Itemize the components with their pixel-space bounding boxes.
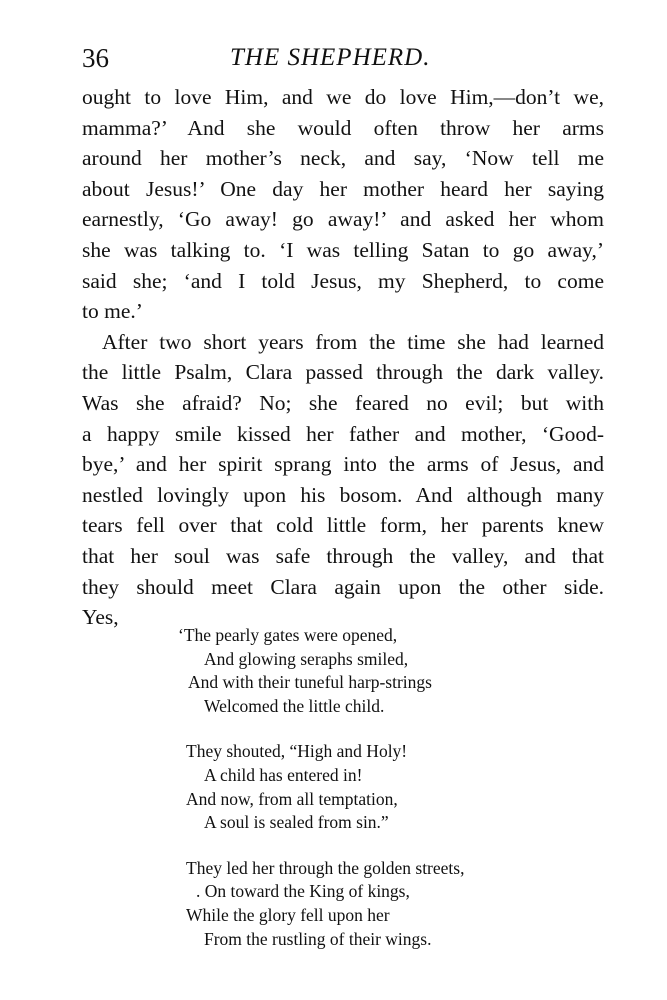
verse-line: ‘The pearly gates were opened, — [178, 625, 398, 645]
verse-line: And with their tuneful harp-strings — [188, 672, 432, 693]
poem — [178, 624, 518, 973]
text-line: to me.’ — [82, 299, 143, 324]
text-line: they should meet Clara again upon the other side. — [82, 574, 604, 599]
page-number: 36 — [82, 43, 109, 73]
text-line: Yes, — [82, 605, 119, 630]
verse-line: They shouted, “High and Holy! — [186, 741, 408, 762]
running-title: THE SHEPHERD. — [230, 44, 431, 71]
verse-line: From the rustling of their wings. — [204, 928, 432, 949]
text-line: bye,’ and her spirit sprang into the arms of Jesus, and — [82, 452, 604, 477]
text-line: nestled lovingly upon his bosom. And although many — [82, 482, 604, 507]
text-line: that her soul was safe through the valley, and that — [82, 543, 604, 568]
verse-line: A soul is sealed from sin.” — [204, 812, 389, 833]
text-line: around her mother’s neck, and say, ‘Now tell me — [82, 146, 604, 171]
text-line: the little Psalm, Clara passed through the dark valley. — [82, 360, 604, 385]
stanza-2 — [178, 740, 518, 834]
body-text — [82, 82, 604, 633]
text-line: about Jesus!’ One day her mother heard her saying — [82, 176, 604, 201]
text-line: a happy smile kissed her father and mother, ‘Good- — [82, 421, 604, 446]
verse-line: A child has entered in! — [204, 764, 363, 785]
verse-line: And glowing seraphs smiled, — [204, 648, 409, 669]
paragraph-2 — [82, 327, 604, 633]
paragraph-1 — [82, 82, 604, 327]
running-head — [82, 40, 602, 76]
text-line: said she; ‘and I told Jesus, my Shepherd, to come — [82, 268, 604, 293]
text-line: tears fell over that cold little form, her parents knew — [82, 513, 604, 538]
text-line: Was she afraid? No; she feared no evil; but with — [82, 390, 604, 415]
verse-line: They led her through the golden streets, — [186, 857, 465, 878]
verse-line: . On toward the King of kings, — [196, 881, 410, 902]
text-line: After two short years from the time she had learned — [102, 329, 604, 354]
text-line: ought to love Him, and we do love Him,—don’t we, — [82, 85, 604, 109]
stanza-3 — [178, 857, 518, 951]
stanza-1 — [178, 624, 518, 718]
verse-line: Welcomed the little child. — [204, 695, 385, 716]
verse-line: And now, from all temptation, — [186, 788, 398, 809]
text-line: earnestly, ‘Go away! go away!’ and asked her whom — [82, 207, 604, 232]
text-line: mamma?’ And she would often throw her arms — [82, 115, 604, 140]
text-line: she was talking to. ‘I was telling Satan to go away,’ — [82, 237, 604, 262]
verse-line: While the glory fell upon her — [186, 904, 390, 925]
